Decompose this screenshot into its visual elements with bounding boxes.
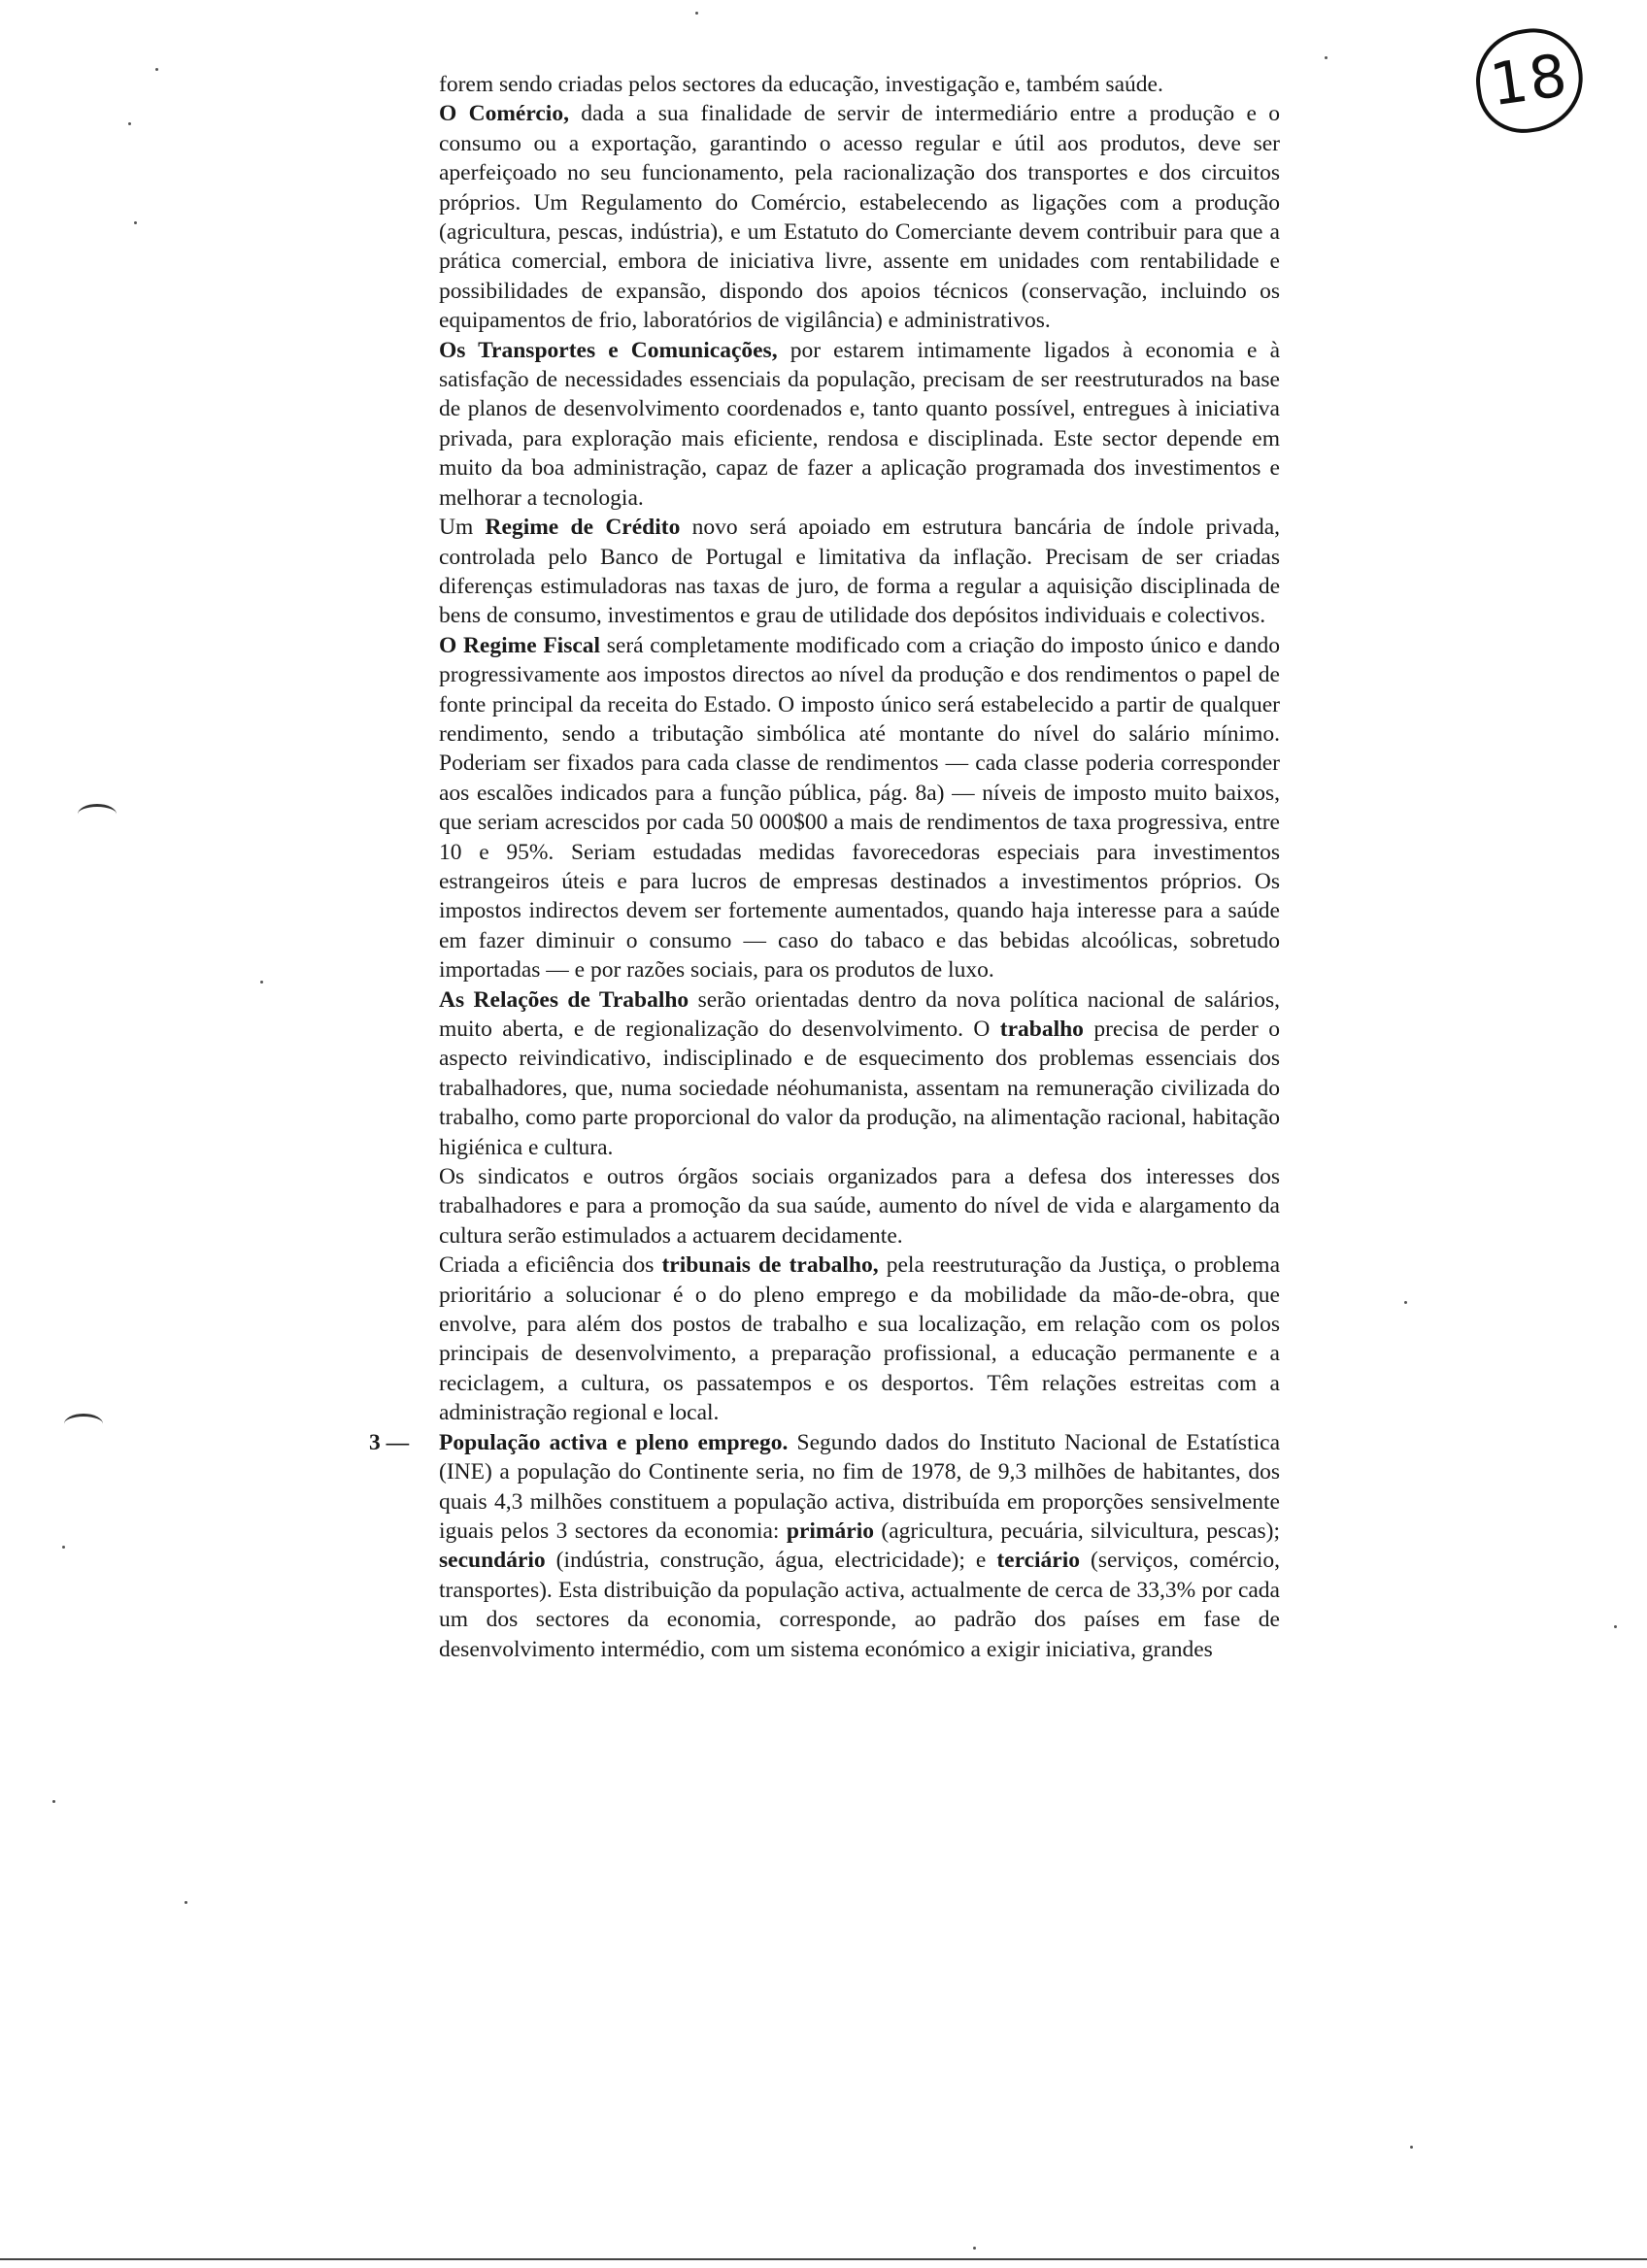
bold-heading-text: tribunais de trabalho, <box>661 1252 879 1279</box>
bold-heading-text: terciário <box>996 1548 1080 1574</box>
body-text: (serviços, comércio, transportes). Esta distribuição da população activa, actualmente de cerca de 33,3% por cada um dos sectores da economia, corresponde, ao padrão dos países em fase de desenvolvimento intermédio, com um sistema económico a exigir iniciativa, grandes <box>439 1548 1280 1662</box>
scan-speck <box>52 1800 55 1803</box>
body-text: (indústria, construção, água, electricidade); e <box>545 1548 997 1574</box>
body-text: Segundo dados do Instituto Nacional de Estatística (INE) a população do Continente seria, no fim de 1978, de 9,3 milhões de habitantes, dos quais 4,3 milhões constituem a população activa, distribuída em proporções sensivelmente iguais pelos 3 sectores da economia: <box>439 1429 1280 1544</box>
paragraph <box>439 985 1280 1162</box>
body-text: precisa de perder o aspecto reivindicativo, indisciplinado e de esquecimento dos problemas essenciais dos trabalhadores, que, numa sociedade néohumanista, assentam na remuneração civilizada do trabalho, como parte proporcional do valor da produção, na alimentação racional, habitação higiénica e cultura. <box>439 1017 1280 1160</box>
bold-heading-text: O Comércio, <box>439 101 569 127</box>
scan-speck <box>1410 2146 1413 2149</box>
scan-speck <box>155 68 158 71</box>
body-text: Criada a eficiência dos <box>439 1252 662 1279</box>
bold-heading-text: Os Transportes e Comunicações, <box>439 337 778 363</box>
body-text: será completamente modificado com a criação do imposto único e dando progressivamente aos impostos directos ao nível da produção e dos rendimentos o papel de fonte principal da receita do Estado. O imposto único será estabelecido a partir de qualquer rendimento, sendo a tributação simbólica até montante do nível do salário mínimo. Poderiam ser fixados para cada classe de rendimentos — cada classe poderia corresponder aos escalões indicados para a função pública, pág. 8a) — níveis de imposto muito baixos, que seriam acrescidos por cada 50 000$00 a mais de rendimentos de taxa progressiva, entre 10 e 95%. Seriam estudadas medidas favorecedoras especiais para investimentos estrangeiros úteis e para lucros de empresas destinados a investimentos próprios. Os impostos indirectos devem ser fortemente aumentados, quando haja interesse para a saúde em fazer diminuir o consumo — caso do tabaco e das bebidas alcoólicas, sobretudo importadas — e por razões sociais, para os produtos de luxo. <box>439 632 1280 984</box>
body-text: (agricultura, pecuária, silvicultura, pescas); <box>873 1518 1280 1544</box>
body-text: forem sendo criadas pelos sectores da educação, investigação e, também saúde. <box>439 72 1163 97</box>
body-text: novo será apoiado em estrutura bancária de índole privada, controlada pelo Banco de Portugal e limitativa da inflação. Precisam de ser criadas diferenças estimuladoras nas taxas de juro, de forma a regular a aquisição disciplinada de bens de consumo, investimentos e grau de utilidade dos depósitos individuais e colectivos. <box>439 515 1280 629</box>
paragraph <box>439 631 1280 985</box>
paragraph <box>439 70 1280 99</box>
section-number: 3 — <box>369 1429 410 1455</box>
bold-heading-text: As Relações de Trabalho <box>439 986 689 1013</box>
bold-heading-text: Regime de Crédito <box>485 515 681 541</box>
paragraph <box>439 336 1280 513</box>
scan-speck <box>973 2247 976 2250</box>
paragraph <box>439 1162 1280 1251</box>
scan-speck <box>1404 1301 1407 1304</box>
scan-speck <box>128 122 131 125</box>
bold-heading-text: População activa e pleno emprego. <box>439 1429 789 1455</box>
document-body <box>369 70 1281 1664</box>
paragraph <box>439 1251 1280 1427</box>
page-number: 18 <box>1469 22 1590 139</box>
scan-speck <box>1614 1625 1617 1628</box>
scan-mark <box>64 1414 103 1434</box>
body-text: serão orientadas dentro da nova política nacional de salários, muito aberta, e de regionalização do desenvolvimento. O <box>439 986 1280 1042</box>
paragraph <box>439 99 1280 335</box>
page-edge-line <box>0 2258 1647 2260</box>
body-text: dada a sua finalidade de servir de intermediário entre a produção e o consumo ou a exportação, garantindo o acesso regular e útil aos produtos, deve ser aperfeiçoado no seu funcionamento, pela racionalização dos transportes e dos circuitos próprios. Um Regulamento do Comércio, estabelecendo as ligações com a produção (agricultura, pescas, indústria), e um Estatuto do Comerciante devem contribuir para que a prática comercial, embora de iniciativa livre, assente em unidades com rentabilidade e possibilidades de expansão, dispondo dos apoios técnicos (conservação, incluindo os equipamentos de frio, laboratórios de vigilância) e administrativos. <box>439 101 1280 334</box>
scan-speck <box>185 1901 187 1904</box>
paragraph <box>439 513 1280 631</box>
scan-mark <box>78 804 117 824</box>
body-text: Os sindicatos e outros órgãos sociais organizados para a defesa dos interesses dos trabalhadores e para a promoção da sua saúde, aumento do nível de vida e alargamento da cultura serão estimulados a actuarem decidamente. <box>439 1164 1280 1249</box>
scan-speck <box>62 1546 65 1549</box>
body-text: por estarem intimamente ligados à economia e à satisfação de necessidades essenciais da população, precisam de ser reestruturados na base de planos de desenvolvimento coordenados e, tanto quanto possível, entregues à iniciativa privada, para exploração mais eficiente, rendosa e disciplinada. Este sector depende em muito da boa administração, capaz de fazer a aplicação programada dos investimentos e melhorar a tecnologia. <box>439 337 1280 511</box>
scan-speck <box>1325 56 1328 59</box>
bold-heading-text: secundário <box>439 1548 546 1574</box>
scan-speck <box>260 981 263 984</box>
scan-speck <box>134 221 137 224</box>
bold-heading-text: trabalho <box>999 1017 1084 1042</box>
body-text: Um <box>439 515 486 541</box>
bold-heading-text: primário <box>786 1518 874 1544</box>
numbered-section <box>369 1428 1280 1664</box>
scan-speck <box>695 12 698 15</box>
bold-heading-text: O Regime Fiscal <box>439 632 601 658</box>
body-text: pela reestruturação da Justiça, o problema prioritário a solucionar é o do pleno emprego e da mobilidade da mão-de-obra, que envolve, para além dos postos de trabalho e sua localização, em relação com os polos principais de desenvolvimento, a preparação profissional, a educação permanente e a reciclagem, a cultura, os passatempos e os desportos. Têm relações estreitas com a administração regional e local. <box>439 1252 1281 1426</box>
